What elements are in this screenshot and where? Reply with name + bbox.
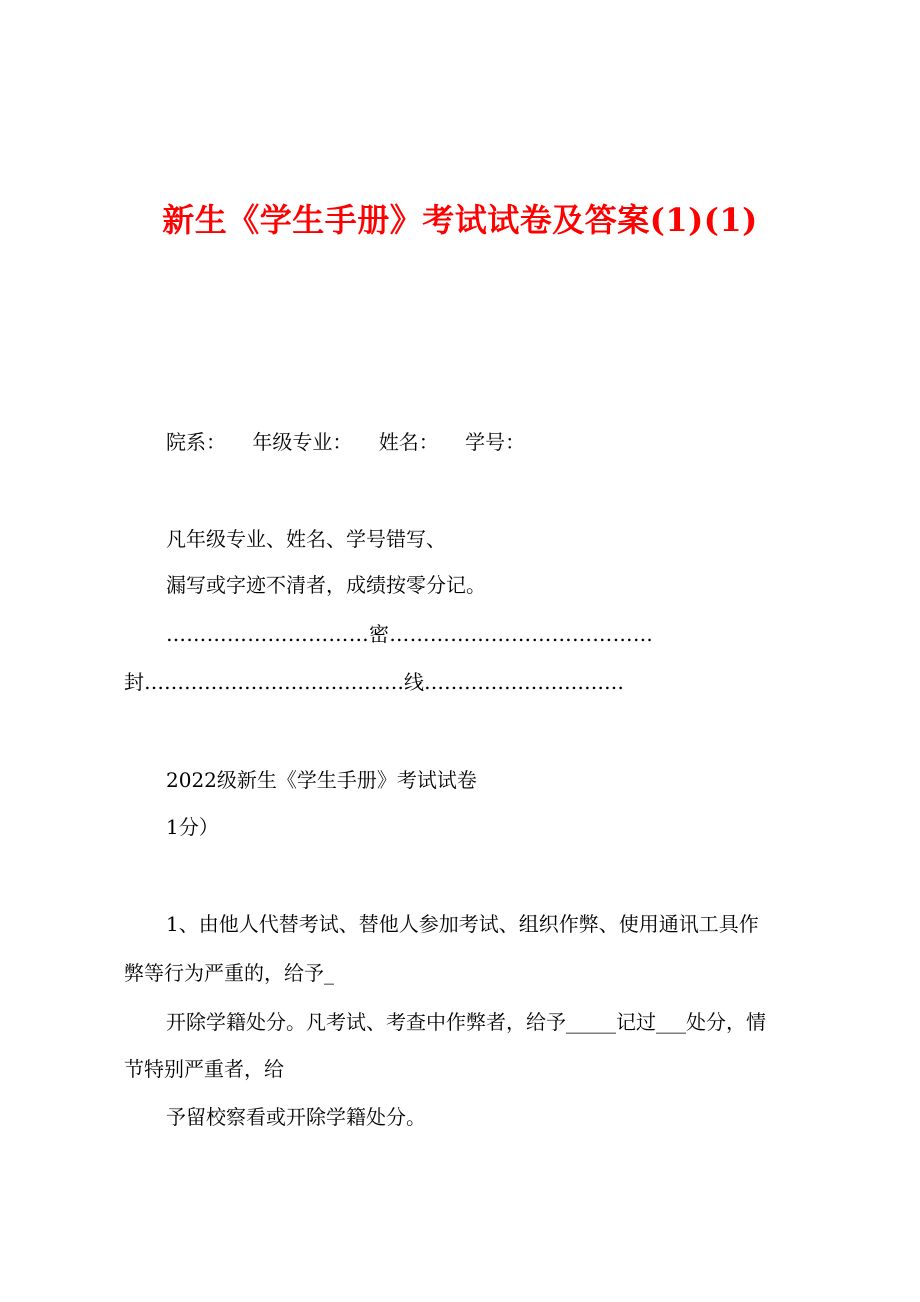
notice-line-2: 漏写或字迹不清者，成绩按零分记。 [166, 573, 486, 597]
header-fields-row [166, 427, 545, 457]
score-note: 1分） [166, 815, 219, 839]
department-label: 院系： [166, 430, 226, 454]
seal-line-1: …………………………密………………………………… [166, 622, 654, 646]
name-label: 姓名： [378, 430, 439, 454]
notice-line-1: 凡年级专业、姓名、学号错写、 [166, 527, 446, 551]
question-1-line-2: 弊等行为严重的，给予_ [124, 961, 334, 985]
exam-heading: 2022级新生《学生手册》考试试卷 [166, 768, 477, 792]
grade-major-label: 年级专业： [252, 430, 353, 454]
question-1-line-4: 节特别严重者，给 [124, 1057, 284, 1081]
document-title: 新生《学生手册》考试试卷及答案(1)(1) [162, 201, 758, 239]
question-1-line-1: 1、由他人代替考试、替他人参加考试、组织作弊、使用通讯工具作 [166, 912, 759, 936]
question-1-line-5: 予留校察看或开除学籍处分。 [166, 1105, 426, 1129]
seal-line-2: 封…………………………………线………………………… [124, 670, 624, 694]
student-id-label: 学号： [465, 430, 526, 454]
question-1-line-3: 开除学籍处分。凡考试、考查中作弊者，给予_____记过___处分，情 [166, 1010, 766, 1034]
